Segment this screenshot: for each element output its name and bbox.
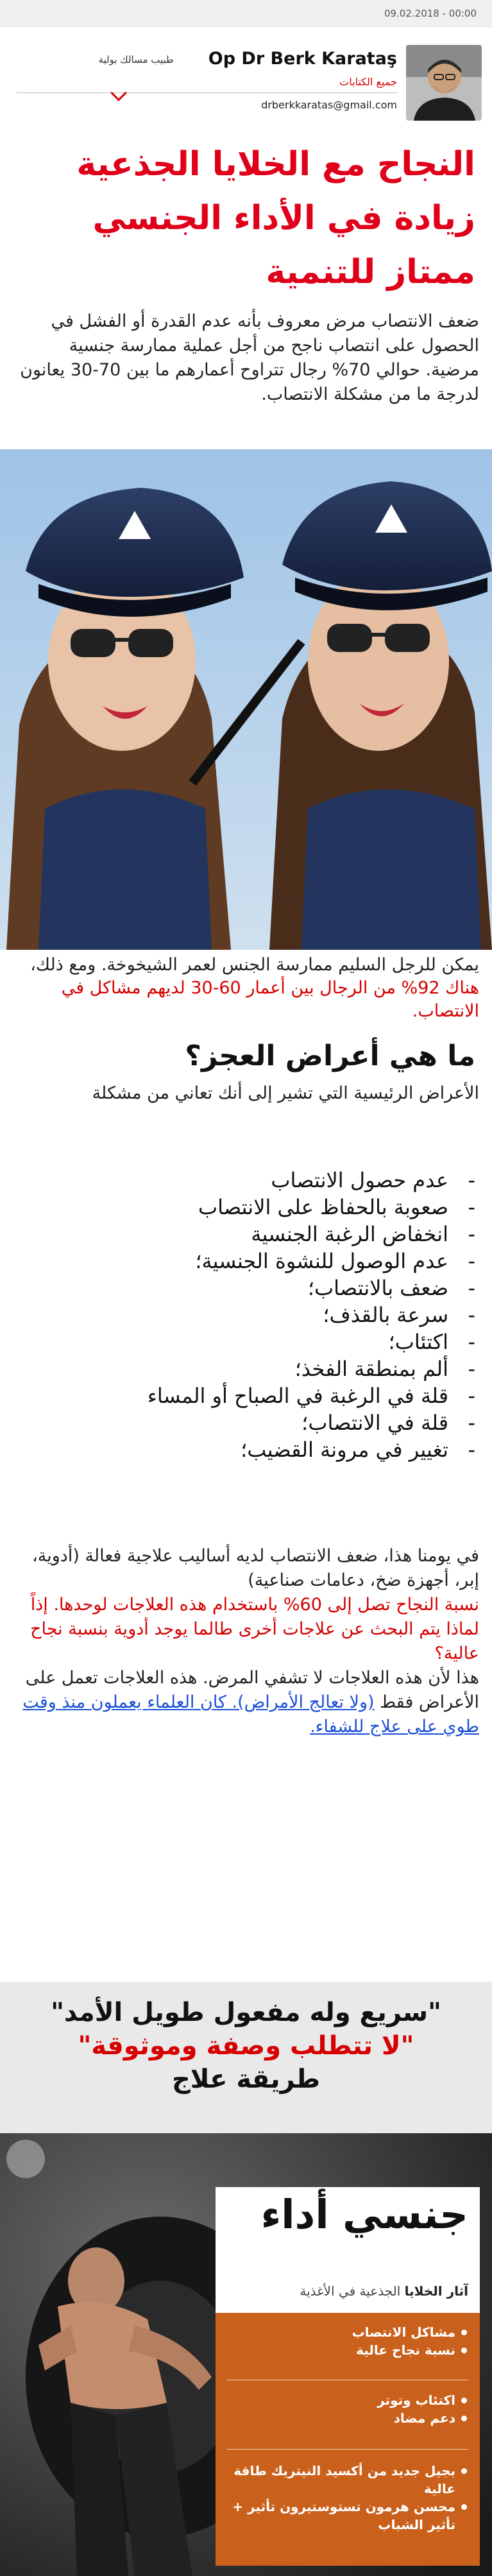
benefit-group-1 — [225, 2323, 468, 2359]
banner-line-2: "لا تتطلب وصفة وموثوقة" — [78, 2031, 414, 2061]
list-item: - تغيير في مرونة القضيب؛ — [17, 1436, 475, 1463]
list-item: - قلة في الرغبة في الصباح أو المساء — [17, 1382, 475, 1409]
benefit-group-2 — [225, 2391, 468, 2427]
card-subtitle — [225, 2283, 468, 2299]
promo-card — [216, 2187, 480, 2566]
banner-line-3: طريقة علاج — [171, 2065, 321, 2094]
section-title: ما هي أعراض العجز؟ — [185, 1040, 475, 1072]
benefit-item: نسبة نجاح عالية — [225, 2341, 468, 2359]
paragraph-text: هذا لأن هذه العلاجات لا تشفي المرض. هذه العلاجات تعمل على الأعراض فقط — [25, 1668, 479, 1712]
card-subtitle-rest: الجذعية في الأغذية — [300, 2283, 405, 2299]
list-item: - عدم حصول الانتصاب — [17, 1167, 475, 1194]
list-item: - انخفاض الرغبة الجنسية — [17, 1221, 475, 1248]
list-item: - عدم الوصول للنشوة الجنسية؛ — [17, 1248, 475, 1275]
card-subtitle-bold: آثار الخلايا — [404, 2283, 468, 2299]
list-item: - صعوبة بالحفاظ على الانتصاب — [17, 1194, 475, 1221]
benefit-item: دعم مضاد — [225, 2409, 468, 2427]
article-intro: ضعف الانتصاب مرض معروف بأنه عدم القدرة أو الفشل في الحصول على انتصاب ناجح من أجل عملية ممارسة جنسية مرضية. حوالي 70% رجال تتراوح أعمارهم ما بين 70-30 يعانون لدرجة ما من مشكلة الانتصاب. — [20, 311, 479, 404]
top-bar — [0, 0, 492, 27]
benefit-item: بجيل جديد من أكسيد النيتريك طاقة عالية — [225, 2462, 468, 2498]
article-paragraph-2 — [17, 954, 479, 1023]
banner-headline — [17, 1996, 475, 2096]
benefit-item: محسن هرمون تستوستيرون تأثير + تأثير الشباب — [225, 2498, 468, 2534]
highlight-text: نسبة النجاح تصل إلى 60% باستخدام هذه العلاجات لوحدها. إذاً لماذا يتم البحث عن علاجات أخرى طالما يوجد أدوية بنسبة نجاح عالية؟ — [30, 1595, 479, 1663]
benefit-group-3 — [225, 2462, 468, 2534]
author-block — [0, 27, 492, 130]
author-avatar[interactable] — [406, 45, 482, 121]
article-paragraph-3 — [17, 1544, 479, 1739]
banner-line-1: "سريع وله مفعول طويل الأمد" — [51, 1998, 441, 2027]
article-headline: النجاح مع الخلايا الجذعية زيادة في الأداء الجنسي ممتاز للتنمية — [76, 145, 475, 291]
promo-banner[interactable] — [0, 1982, 492, 2576]
chevron-down-icon[interactable] — [110, 85, 126, 101]
benefit-divider — [227, 2449, 468, 2450]
author-email[interactable]: drberkkaratas@gmail.com — [261, 99, 397, 111]
list-item: - قلة في الانتصاب؛ — [17, 1409, 475, 1436]
list-item: - ضعف بالانتصاب؛ — [17, 1275, 475, 1301]
paragraph-text: في يومنا هذا، ضعف الانتصاب لديه أساليب علاجية فعالة (أدوية، إبر، أجهزة ضخ، دعامات صناعية) — [32, 1546, 479, 1590]
author-divider — [17, 92, 397, 93]
article-link[interactable]: (ولا تعالج الأمراض). كان العلماء يعملون منذ وقت طوي على علاج للشفاء. — [22, 1692, 479, 1737]
author-role: طبيب مسالك بولية — [98, 54, 174, 65]
list-item: - اكتئاب؛ — [17, 1328, 475, 1355]
paragraph-text: يمكن للرجل السليم ممارسة الجنس لعمر الشيخوخة. ومع ذلك، — [30, 955, 479, 975]
all-articles-link[interactable]: جميع الكتابات — [339, 76, 397, 88]
list-item: - ألم بمنطقة الفخذ؛ — [17, 1355, 475, 1382]
highlight-text: هناك 92% من الرجال بين أعمار 60-30 لديهم مشاكل في الانتصاب. — [61, 978, 479, 1021]
section-subtitle: الأعراض الرئيسية التي تشير إلى أنك تعاني من مشكلة — [92, 1083, 479, 1103]
benefit-item: مشاكل الانتصاب — [225, 2323, 468, 2341]
benefit-list — [216, 2313, 480, 2566]
card-title: جنسي أداء — [260, 2191, 468, 2238]
benefit-item: اكتئاب وتوتر — [225, 2391, 468, 2409]
publish-date: 09.02.2018 - 00:00 — [384, 8, 477, 19]
author-name[interactable]: Op Dr Berk Karataş — [208, 49, 397, 69]
list-item: - سرعة بالقذف؛ — [17, 1301, 475, 1328]
hero-image — [0, 449, 492, 950]
symptom-list — [17, 1167, 475, 1463]
